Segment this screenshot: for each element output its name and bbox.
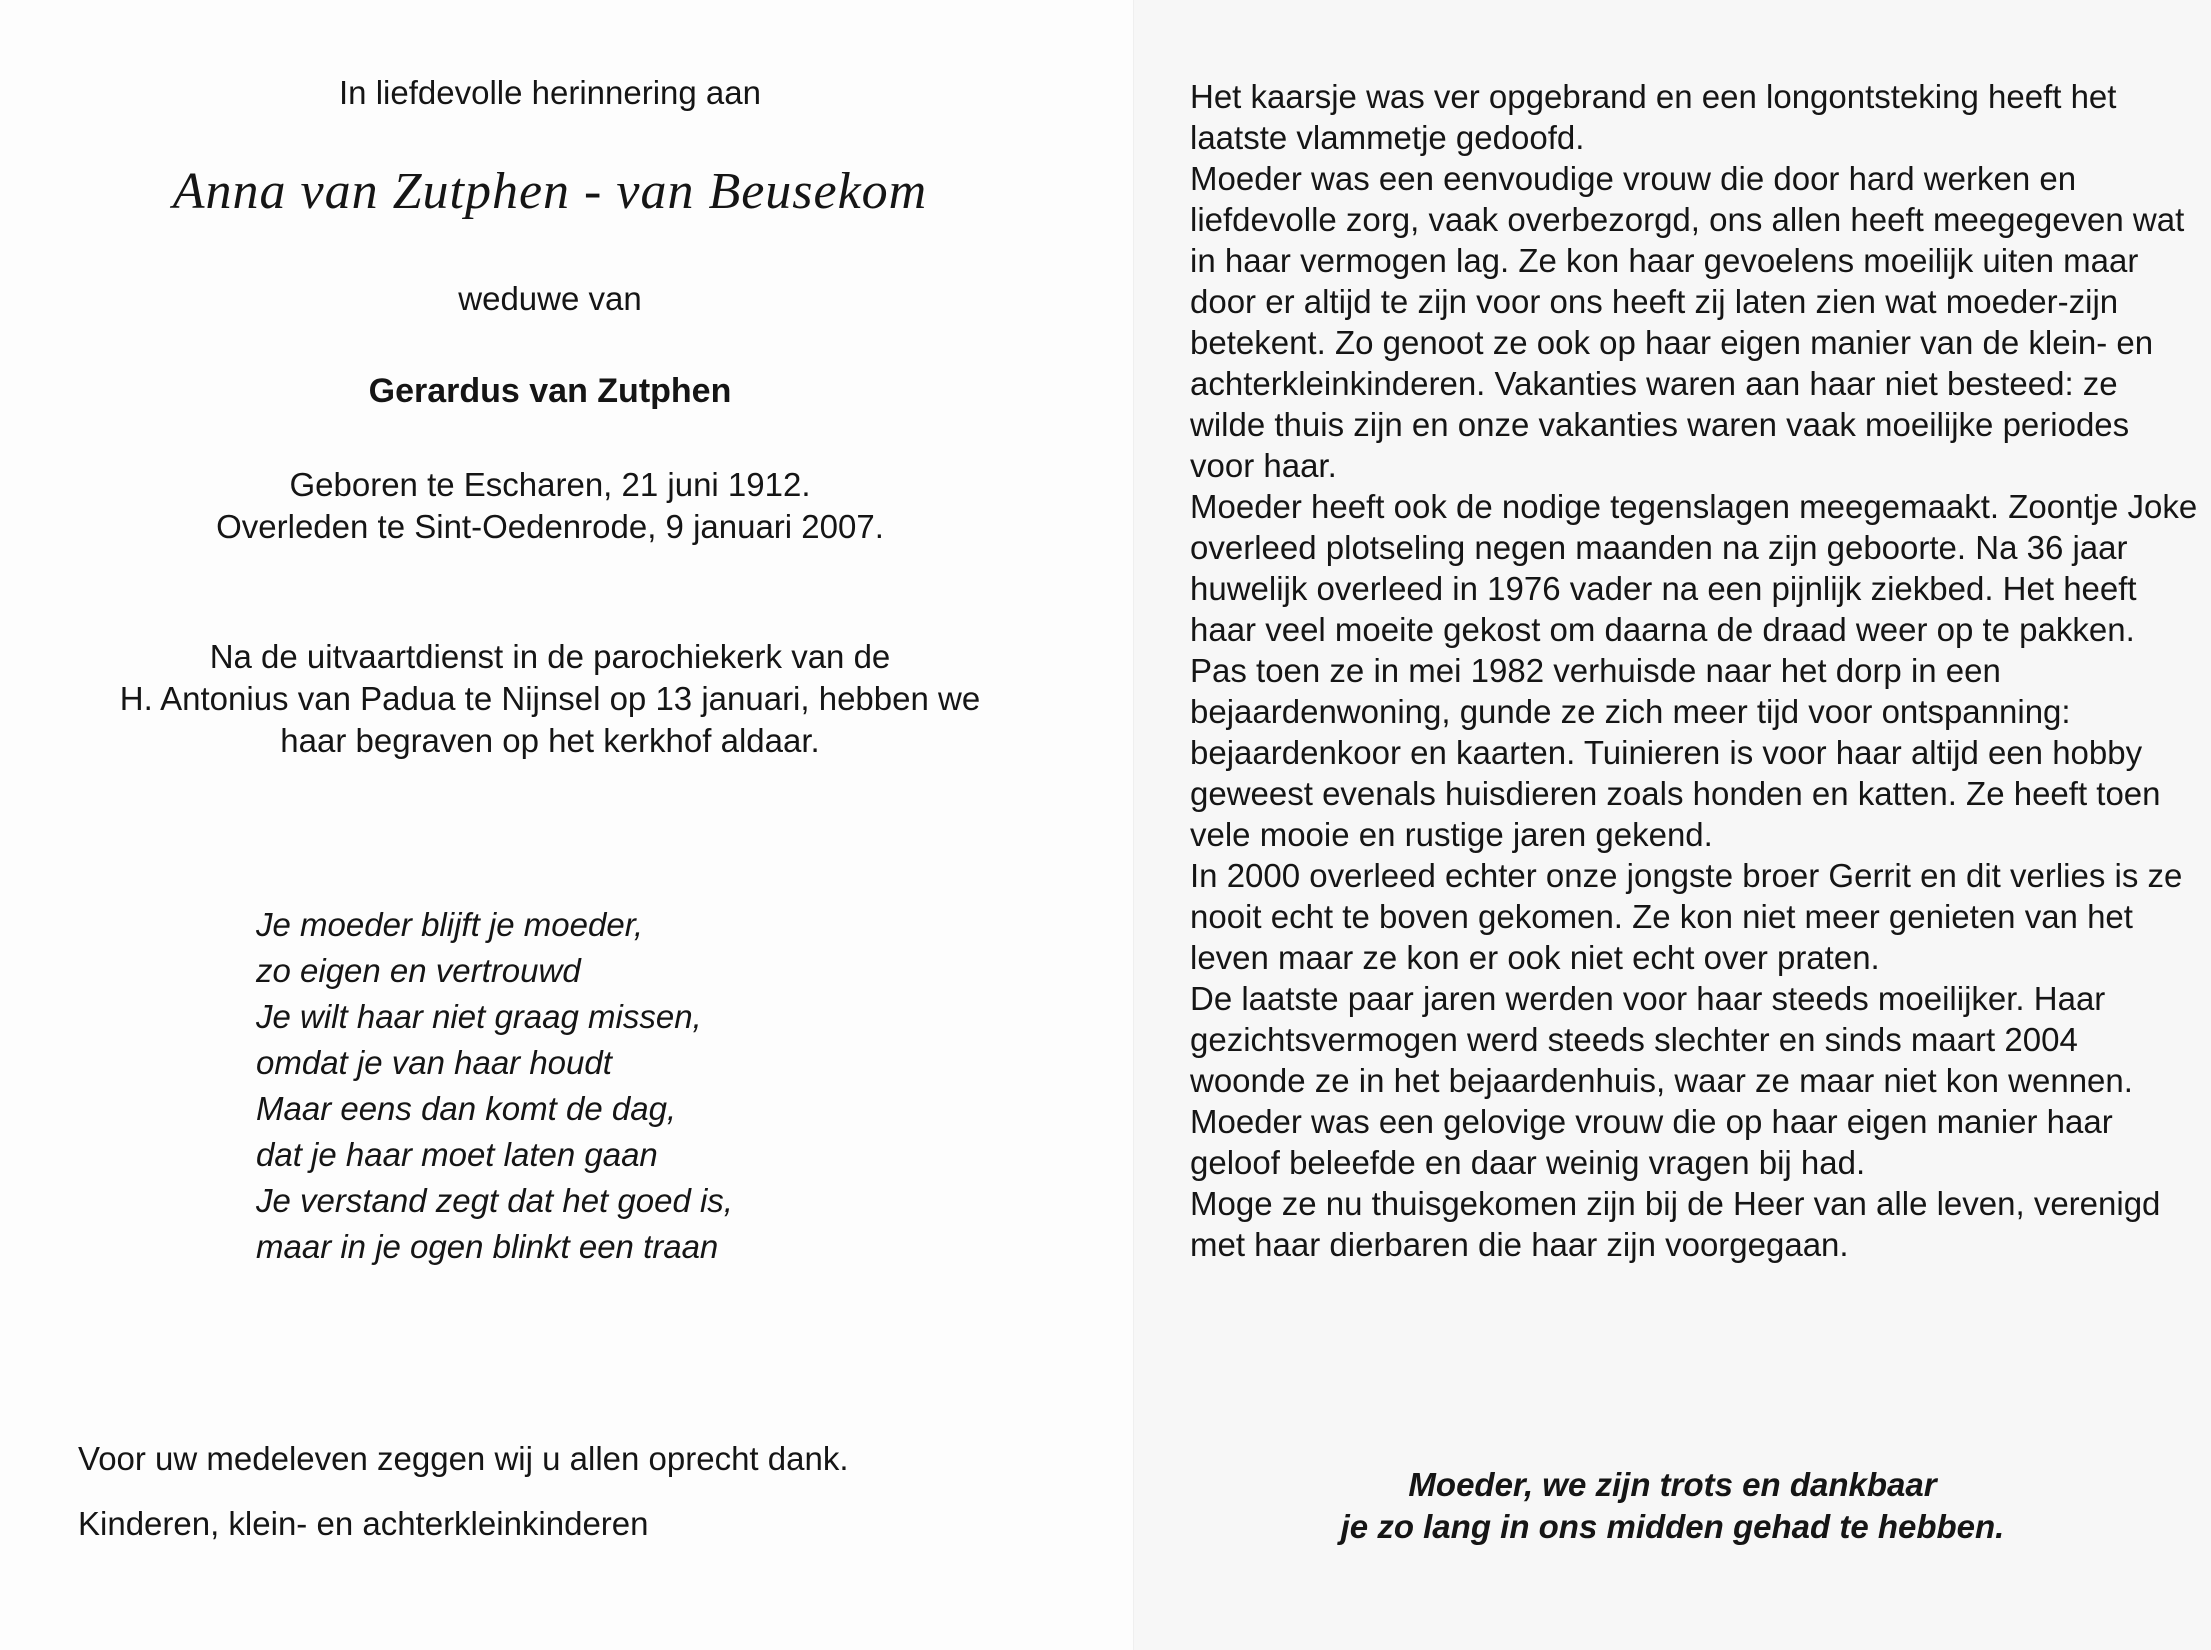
right-page (1134, 0, 2211, 1650)
husband-name: Gerardus van Zutphen (368, 372, 732, 410)
bio-paragraph: De laatste paar jaren werden voor haar steeds moeilijker. Haar gezichtsvermogen werd steeds slechter en sinds maart 2004 woonde ze in het bejaardenhuis, waar ze maar niet kon wennen. (1190, 980, 2133, 1099)
deceased-name: Anna van Zutphen - van Beusekom (172, 163, 928, 220)
bio-paragraph: In 2000 overleed echter onze jongste broer Gerrit en dit verlies is ze nooit echt te boven gekomen. Ze kon niet meer genieten van het leven maar ze kon er ook niet echt over praten. (1190, 857, 2183, 976)
poem (256, 902, 733, 1270)
poem-line: Je verstand zegt dat het goed is, (256, 1182, 733, 1219)
bio-paragraph: Moeder heeft ook de nodige tegenslagen meegemaakt. Zoontje Joke overleed plotseling negen maanden na zijn geboorte. Na 36 jaar huwelijk overleed in 1976 vader na een pijnlijk ziekbed. Het heeft haar veel moeite gekost om daarna de draad weer op te pakken. Pas toen ze in mei 1982 verhuisde naar het dorp in een bejaardenwoning, gunde ze zich meer tijd voor ontspanning: bejaardenkoor en kaarten. Tuinieren is voor haar altijd een hobby geweest evenals huisdieren zoals honden en katten. Ze heeft toen vele mooie en rustige jaren gekend. (1190, 488, 2198, 853)
poem-line: Maar eens dan komt de dag, (256, 1090, 677, 1127)
bio-paragraph: Moge ze nu thuisgekomen zijn bij de Heer van alle leven, verenigd met haar dierbaren die haar zijn voorgegaan. (1190, 1185, 2161, 1263)
poem-line: Je wilt haar niet graag missen, (256, 998, 702, 1035)
poem-line: dat je haar moet laten gaan (256, 1136, 658, 1173)
bio-paragraph: Moeder was een eenvoudige vrouw die door hard werken en liefdevolle zorg, vaak overbezorgd, ons allen heeft meegegeven wat in haar vermogen lag. Ze kon haar gevoelens moeilijk uiten maar door er altijd te zijn voor ons heeft zij laten zien wat moeder-zijn betekent. Zo genoot ze ook op haar eigen manier van de klein- en achterkleinkinderen. Vakanties waren aan haar niet besteed: ze wilde thuis zijn en onze vakanties waren vaak moeilijke periodes voor haar. (1190, 160, 2185, 484)
bio-paragraph: Het kaarsje was ver opgebrand en een longontsteking heeft het laatste vlammetje gedoofd. (1190, 78, 2117, 156)
poem-line: Je moeder blijft je moeder, (256, 906, 644, 943)
closing-line: je zo lang in ons midden gehad te hebben. (1340, 1508, 2005, 1545)
biography (1190, 76, 2200, 1265)
service-line: H. Antonius van Padua te Nijnsel op 13 januari, hebben we (119, 680, 981, 717)
closing-line: Moeder, we zijn trots en dankbaar (1408, 1466, 1937, 1503)
signature-line: Kinderen, klein- en achterkleinkinderen (78, 1505, 649, 1542)
poem-line: maar in je ogen blinkt een traan (256, 1228, 719, 1265)
service-line: Na de uitvaartdienst in de parochiekerk van de (209, 638, 891, 675)
death-line: Overleden te Sint-Oedenrode, 9 januari 2007. (216, 508, 884, 545)
closing-text (1134, 1464, 2211, 1548)
service-line: haar begraven op het kerkhof aldaar. (280, 722, 820, 759)
poem-line: omdat je van haar houdt (256, 1044, 612, 1081)
poem-line: zo eigen en vertrouwd (256, 952, 581, 989)
widow-of-line: weduwe van (458, 280, 642, 317)
intro-line: In liefdevolle herinnering aan (339, 74, 761, 111)
funeral-service-text (0, 636, 1100, 762)
bio-paragraph: Moeder was een gelovige vrouw die op haar eigen manier haar geloof beleefde en daar weinig vragen bij had. (1190, 1103, 2113, 1181)
life-dates (0, 464, 1100, 548)
birth-line: Geboren te Escharen, 21 juni 1912. (289, 466, 811, 503)
thanks-line: Voor uw medeleven zeggen wij u allen oprecht dank. (78, 1440, 849, 1477)
